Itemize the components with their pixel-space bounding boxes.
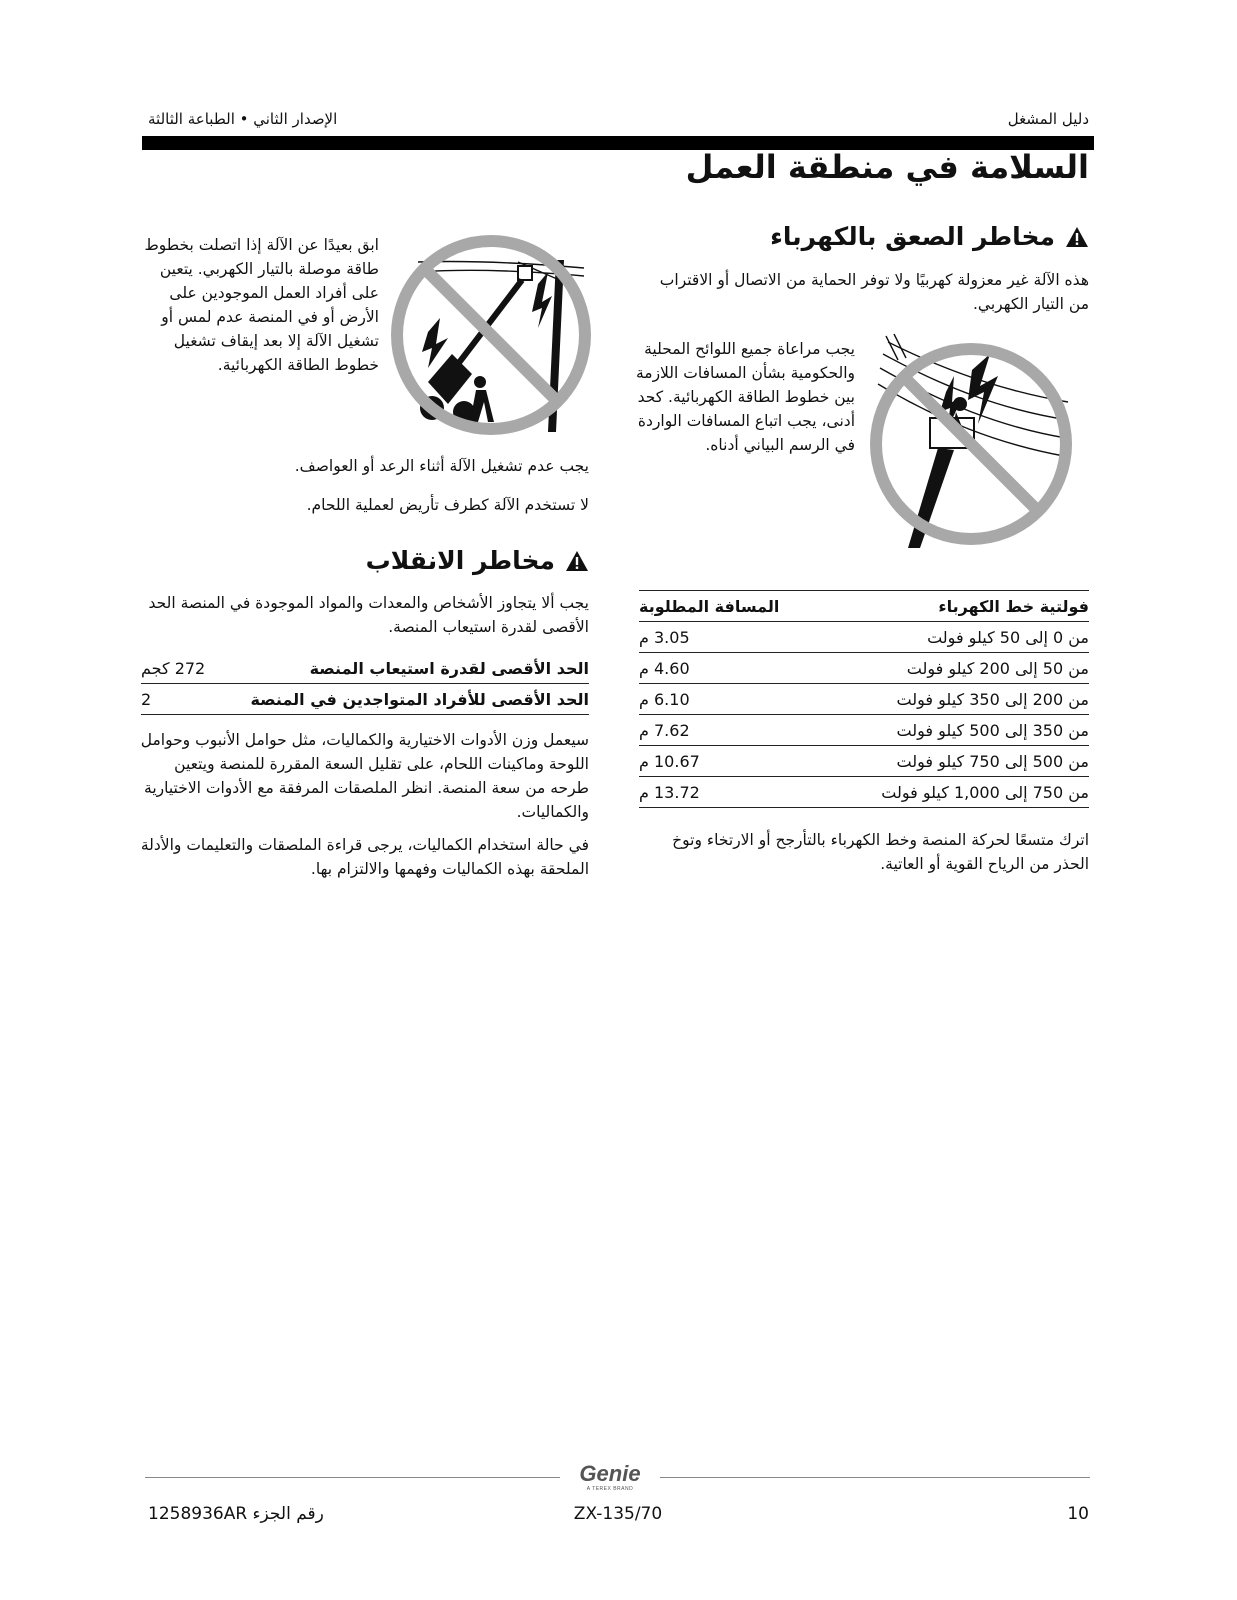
table-row xyxy=(639,746,1089,777)
footer-rule-right xyxy=(660,1477,1090,1478)
accessories-weight-note: سيعمل وزن الأدوات الاختيارية والكماليات، مثل حوامل الأنبوب وحوامل اللوحة وماكينات اللحام، على تقليل السعة المقررة للمنصة ويتعين طرحه من سعة المنصة. انظر الملصقات المرفقة مع الأدوات الاختيارية والكماليات. xyxy=(140,731,589,821)
grounding-warning: لا تستخدم الآلة كطرف تأريض لعملية اللحام. xyxy=(306,496,589,514)
voltage-cell: من 350 إلى 500 كيلو فولت xyxy=(820,715,1089,746)
tip-over-title: مخاطر الانقلاب xyxy=(365,546,555,575)
storm-warning: يجب عدم تشغيل الآلة أثناء الرعد أو العواصف. xyxy=(294,457,589,475)
voltage-cell: من 200 إلى 350 كيلو فولت xyxy=(820,684,1089,715)
footer-rule-left xyxy=(145,1477,560,1478)
table-row xyxy=(639,684,1089,715)
occupants-value: 2 xyxy=(141,684,212,715)
accessories-use-note: في حالة استخدام الكماليات، يرجى قراءة الملصقات والتعليمات والأدلة الملحقة بهذه الكماليات وفهمها والالتزام بها. xyxy=(140,836,589,878)
table-row xyxy=(639,622,1089,653)
distance-cell: 6.10 م xyxy=(639,684,820,715)
header-edition: الإصدار الثاني • الطباعة الثالثة xyxy=(148,110,338,128)
warning-triangle-icon xyxy=(565,550,589,572)
distance-cell: 4.60 م xyxy=(639,653,820,684)
capacity-label: الحد الأقصى لقدرة استيعاب المنصة xyxy=(212,653,589,684)
tip-over-intro: يجب ألا يتجاوز الأشخاص والمعدات والمواد الموجودة في المنصة الحد الأقصى لقدرة استيعاب المنصة. xyxy=(148,594,589,636)
model-number: ZX-135/70 xyxy=(573,1504,663,1524)
part-number: رقم الجزء 1258936AR xyxy=(148,1504,324,1524)
voltage-cell: من 50 إلى 200 كيلو فولت xyxy=(820,653,1089,684)
clearance-table-header xyxy=(639,591,1089,622)
capacity-value: 272 كجم xyxy=(141,653,212,684)
distance-cell: 13.72 م xyxy=(639,777,820,808)
header-manual-title: دليل المشغل xyxy=(1007,110,1089,128)
machine-contact-illustration xyxy=(388,232,594,438)
table-row xyxy=(639,777,1089,808)
distance-cell: 3.05 م xyxy=(639,622,820,653)
page-title: السلامة في منطقة العمل xyxy=(685,148,1089,186)
tip-over-heading xyxy=(366,546,589,575)
page-number: 10 xyxy=(1067,1504,1089,1524)
table-row xyxy=(639,715,1089,746)
distance-cell: 10.67 م xyxy=(639,746,820,777)
capacity-table xyxy=(141,653,589,715)
electrocution-regulations: يجب مراعاة جميع اللوائح المحلية والحكومية بشأن المسافات اللازمة بين خطوط الطاقة الكهربائية. كحد أدنى، يجب اتباع المسافات الواردة في الرسم البياني أدناه. xyxy=(635,340,855,454)
table-row xyxy=(141,653,589,684)
clearance-note: اترك متسعًا لحركة المنصة وخط الكهرباء بالتأرجح أو الارتخاء وتوخ الحذر من الرياح القوية أو العاتية. xyxy=(672,831,1089,873)
table-row xyxy=(141,684,589,715)
electrocution-intro: هذه الآلة غير معزولة كهربيًا ولا توفر الحماية من الاتصال أو الاقتراب من التيار الكهربي. xyxy=(659,271,1089,313)
warning-triangle-icon xyxy=(1065,226,1089,248)
voltage-cell: من 0 إلى 50 كيلو فولت xyxy=(820,622,1089,653)
logo-subtitle: A TEREX BRAND xyxy=(586,1486,634,1492)
occupants-label: الحد الأقصى للأفراد المتواجدين في المنصة xyxy=(212,684,589,715)
distance-column-header: المسافة المطلوبة xyxy=(639,591,820,622)
voltage-cell: من 500 إلى 750 كيلو فولت xyxy=(820,746,1089,777)
distance-cell: 7.62 م xyxy=(639,715,820,746)
brand-logo xyxy=(567,1462,653,1492)
voltage-cell: من 750 إلى 1,000 كيلو فولت xyxy=(820,777,1089,808)
table-row xyxy=(639,653,1089,684)
logo-wordmark: Genie xyxy=(579,1461,641,1486)
clearance-table xyxy=(639,590,1089,808)
powerline-contact-illustration xyxy=(868,332,1074,552)
electrocution-title: مخاطر الصعق بالكهرباء xyxy=(770,222,1055,251)
stay-away-instruction: ابق بعيدًا عن الآلة إذا اتصلت بخطوط طاقة موصلة بالتيار الكهربي. يتعين على أفراد العمل الموجودين على الأرض أو في المنصة عدم لمس أو تشغيل الآلة إلا بعد إيقاف تشغيل خطوط الطاقة الكهربائية. xyxy=(144,236,379,374)
voltage-column-header: فولتية خط الكهرباء xyxy=(820,591,1089,622)
electrocution-heading xyxy=(770,222,1089,251)
